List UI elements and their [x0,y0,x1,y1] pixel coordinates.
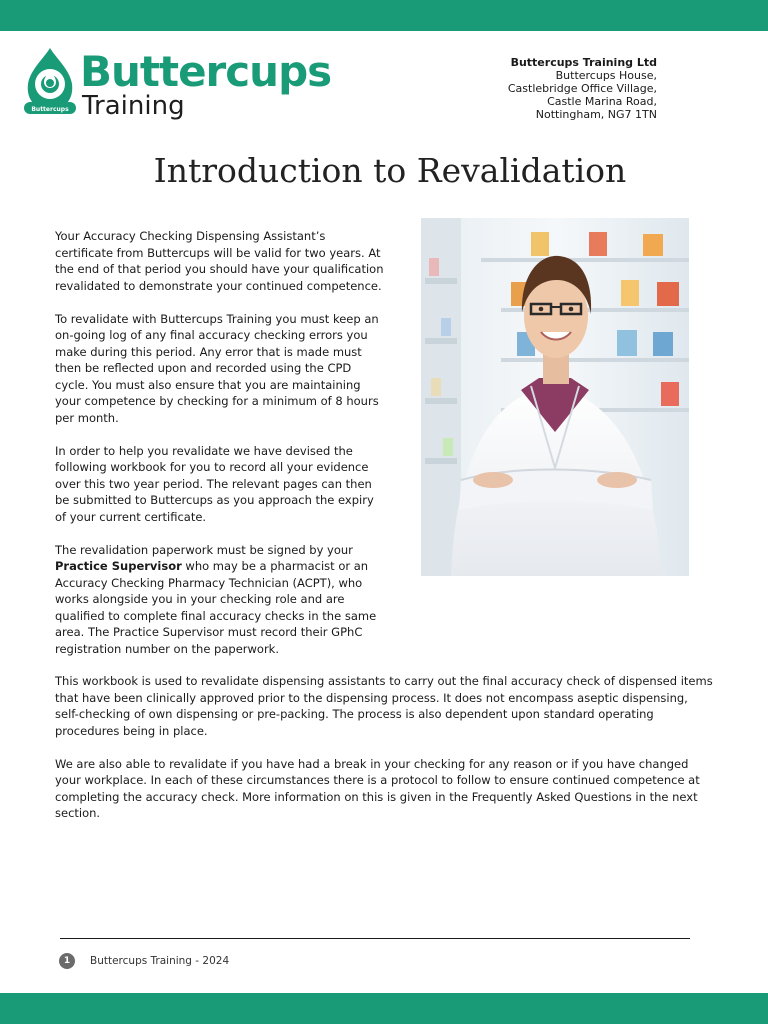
bottom-color-band [0,993,768,1024]
buttercup-drop-icon [22,46,78,118]
logo-badge-text: Buttercups [31,106,69,113]
body-paragraph: This workbook is used to revalidate dispensing assistants to carry out the final accuracy check of dispensed items that have been clinically approved prior to the dispensing process. It does not encompass aseptic dispensing, self-checking of own dispensing or pre-packing. The process is also dependent upon standard operating procedures being in place. [55,674,713,738]
top-color-band [0,0,768,31]
footer-text: Buttercups Training - 2024 [90,955,230,967]
address-line: Nottingham, NG7 1TN [535,108,657,121]
footer-divider [60,938,690,939]
company-name: Buttercups Training Ltd [510,56,657,69]
pharmacist-photo [421,218,689,576]
logo-wordmark: Buttercups [80,47,332,96]
page-title: Introduction to Revalidation [153,151,627,190]
practice-supervisor-term: Practice Supervisor [55,559,182,573]
address-line: Castle Marina Road, [547,95,657,108]
body-paragraph: In order to help you revalidate we have devised the following workbook for you to record all your evidence over this two year period. The relevant pages can then be submitted to Buttercups as you approach the expiry of your current certificate. [55,443,374,524]
address-line: Castlebridge Office Village, [507,82,657,95]
body-paragraph: We are also able to revalidate if you have had a break in your checking for any reason or if you have changed your workplace. In each of these circumstances there is a protocol to follow to ensure continued competence at completing the accuracy check. More information on this is given in the Frequently Asked Questions in the next section. [55,756,700,820]
supervisor-paragraph [55,542,387,658]
body-paragraph: To revalidate with Buttercups Training you must keep an on-going log of any final accuracy checking errors you make during this period. Any error that is made must then be reflected upon and recorded using the CPD cycle. You must also ensure that you are maintaining your competence by checking for a minimum of 8 hours per month. [55,311,379,425]
workbook-section [55,673,715,838]
address-line: Buttercups House, [555,69,657,82]
supervisor-text-after: who may be a pharmacist or an Accuracy Checking Pharmacy Technician (ACPT), who works alongside you in your checking role and are qualified to complete final accuracy checks in the same area. The Practice Supervisor must record their GPhC registration number on the paperwork. [55,559,377,656]
buttercups-logo [22,46,332,126]
company-address [508,56,657,121]
logo-subtitle: Training [82,91,185,121]
page-number-badge: 1 [59,953,75,969]
supervisor-text-before: The revalidation paperwork must be signed by your [55,542,353,557]
intro-column [55,228,387,674]
body-paragraph: Your Accuracy Checking Dispensing Assistant’s certificate from Buttercups will be valid for two years. At the end of that period you should have your qualification revalidated to demonstrate your continued competence. [55,229,384,293]
